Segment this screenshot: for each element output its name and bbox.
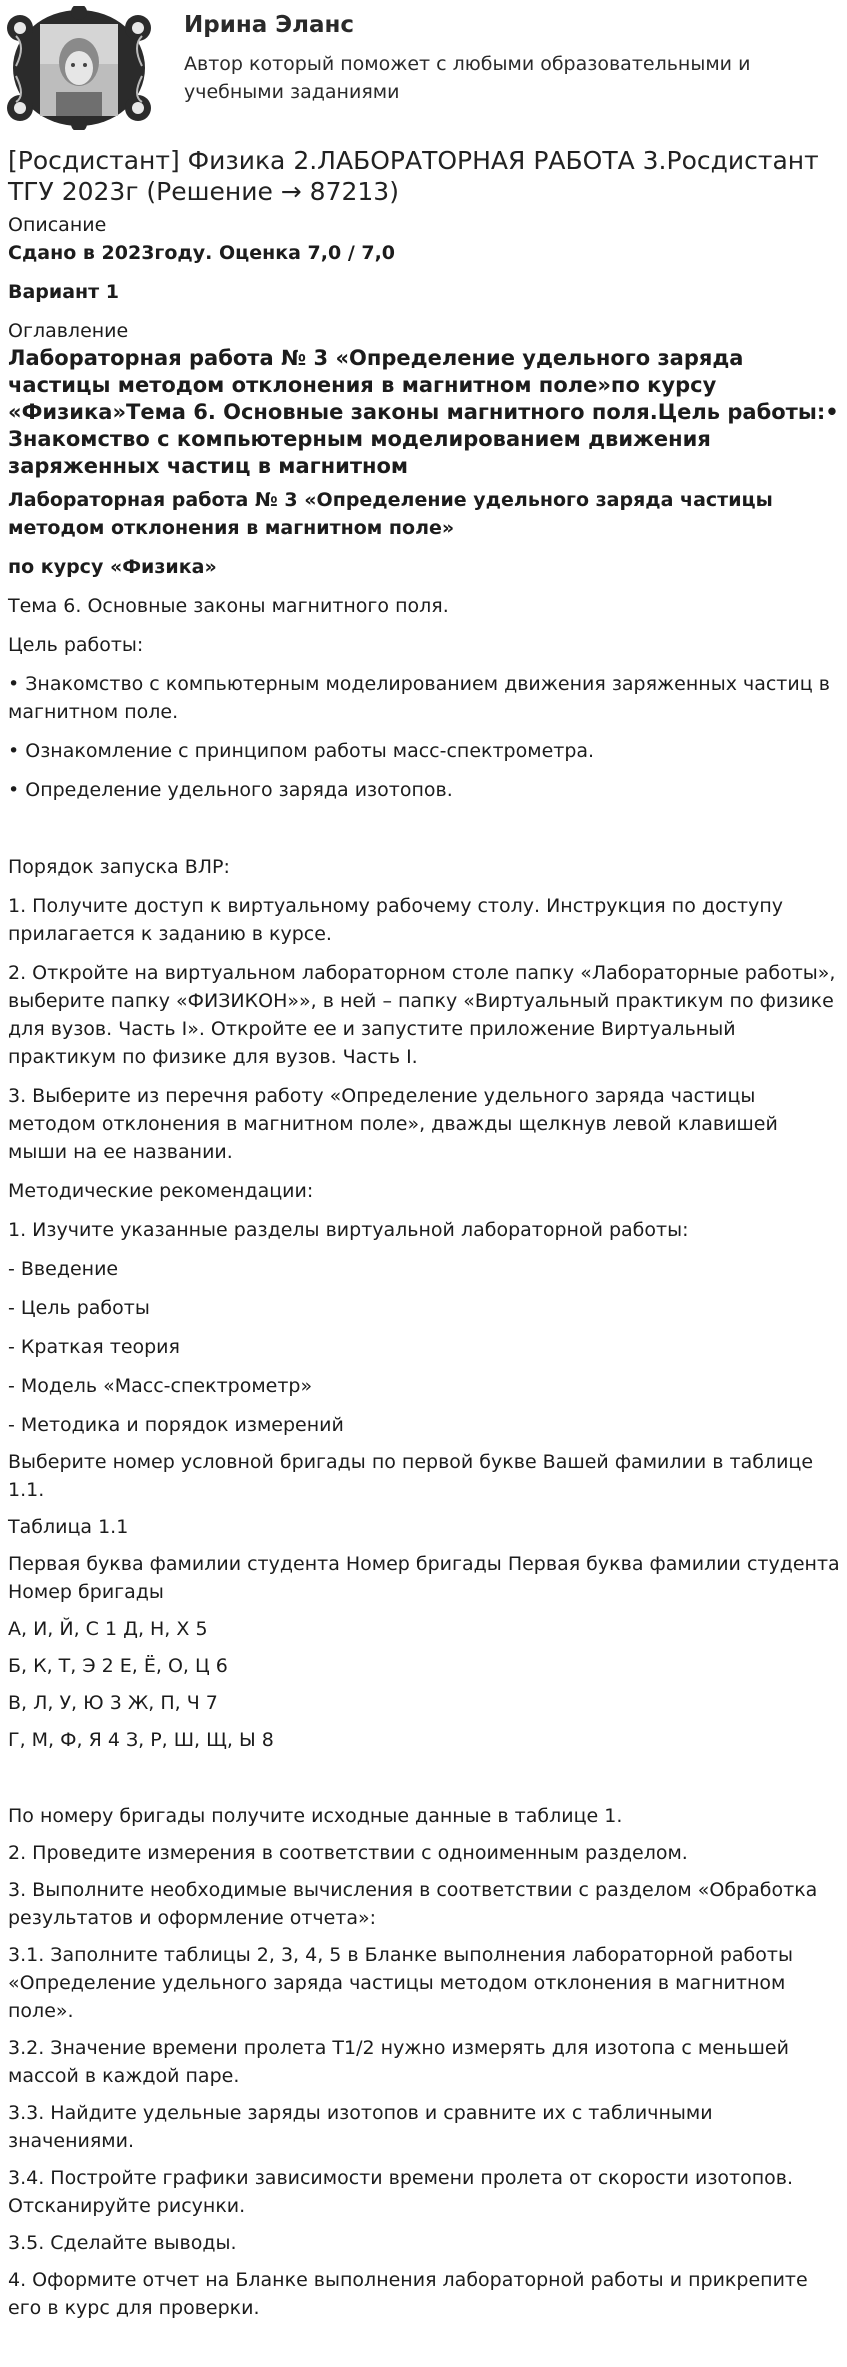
final-step: 4. Оформите отчет на Бланке выполнения лабораторной работы и прикрепите его в курс для проверки. <box>8 2269 808 2319</box>
author-name[interactable]: Ирина Эланс <box>184 12 355 38</box>
final-step: 3. Выполните необходимые вычисления в соответствии с разделом «Обработка результатов и оформление отчета»: <box>8 1879 818 1929</box>
launch-step: 1. Получите доступ к виртуальному рабочему столу. Инструкция по доступу прилагается к заданию в курсе. <box>8 895 784 945</box>
study-intro: 1. Изучите указанные разделы виртуальной лабораторной работы: <box>8 1219 689 1241</box>
final-step: 2. Проведите измерения в соответствии с одноименным разделом. <box>8 1842 688 1864</box>
author-description: Автор который поможет с любыми образовательными и учебными заданиями <box>184 53 751 103</box>
launch-step: 3. Выберите из перечня работу «Определение удельного заряда частицы методом отклонения в магнитном поле», дважды щелкнув левой клавишей мыши на ее названии. <box>8 1085 778 1163</box>
description-label: Описание <box>8 214 107 236</box>
launch-step: 2. Откройте на виртуальном лабораторном столе папку «Лабораторные работы», выберите папку «ФИЗИКОН»», в ней – папку «Виртуальный практикум по физике для вузов. Часть I». Откройте ее и запустите приложение Виртуальный практикум по физике для вузов. Часть I. <box>8 962 836 1068</box>
goal-label: Цель работы: <box>8 634 144 656</box>
page-title: [Росдистант] Физика 2.ЛАБОРАТОРНАЯ РАБОТА 3.Росдистант ТГУ 2023г (Решение → 87213) <box>8 146 819 206</box>
final-step: 3.4. Постройте графики зависимости времени пролета от скорости изотопов. Отсканируйте рисунки. <box>8 2167 794 2217</box>
toc-heading: Лабораторная работа № 3 «Определение удельного заряда частицы методом отклонения в магнитном поле»по курсу «Физика»Тема 6. Основные законы магнитного поля.Цель работы:• Знакомство с компьютерным моделированием движения заряженных частиц в магнитном <box>8 346 839 478</box>
choose-brigade-text: Выберите номер условной бригады по первой букве Вашей фамилии в таблице 1.1. <box>8 1451 814 1501</box>
final-step: По номеру бригады получите исходные данные в таблице 1. <box>8 1805 623 1827</box>
variant-text: Вариант 1 <box>8 281 120 303</box>
section-item: - Краткая теория <box>8 1336 180 1358</box>
main-content <box>8 145 840 2322</box>
avatar-image <box>6 6 152 130</box>
goal-item: • Знакомство с компьютерным моделированием движения заряженных частиц в магнитном поле. <box>8 673 830 723</box>
table-row: Б, К, Т, Э 2 Е, Ё, О, Ц 6 <box>8 1655 228 1677</box>
goal-item: • Определение удельного заряда изотопов. <box>8 779 453 801</box>
topic-text: Тема 6. Основные законы магнитного поля. <box>8 595 449 617</box>
course-text: по курсу «Физика» <box>8 556 217 578</box>
final-step: 3.3. Найдите удельные заряды изотопов и сравните их с табличными значениями. <box>8 2102 713 2152</box>
table-row: В, Л, У, Ю 3 Ж, П, Ч 7 <box>8 1692 218 1714</box>
table-row: А, И, Й, С 1 Д, Н, Х 5 <box>8 1618 208 1640</box>
author-header <box>0 0 847 130</box>
table-row: Г, М, Ф, Я 4 З, Р, Ш, Щ, Ы 8 <box>8 1729 274 1751</box>
method-label: Методические рекомендации: <box>8 1180 314 1202</box>
final-step: 3.1. Заполните таблицы 2, 3, 4, 5 в Бланке выполнения лабораторной работы «Определение удельного заряда частицы методом отклонения в магнитном поле». <box>8 1944 793 2022</box>
goal-item: • Ознакомление с принципом работы масс-спектрометра. <box>8 740 595 762</box>
section-item: - Введение <box>8 1258 119 1280</box>
table-header: Первая буква фамилии студента Номер бригады Первая буква фамилии студента Номер бригады <box>8 1553 840 1603</box>
section-item: - Модель «Масс-спектрометр» <box>8 1375 313 1397</box>
lab-title: Лабораторная работа № 3 «Определение удельного заряда частицы методом отклонения в магнитном поле» <box>8 489 773 539</box>
section-item: - Цель работы <box>8 1297 150 1319</box>
section-item: - Методика и порядок измерений <box>8 1414 344 1436</box>
status-text: Сдано в 2023году. Оценка 7,0 / 7,0 <box>8 242 396 264</box>
final-step: 3.5. Сделайте выводы. <box>8 2232 237 2254</box>
table-label: Таблица 1.1 <box>8 1516 129 1538</box>
author-avatar[interactable] <box>6 6 152 130</box>
toc-label: Оглавление <box>8 320 129 342</box>
launch-label: Порядок запуска ВЛР: <box>8 856 230 878</box>
final-step: 3.2. Значение времени пролета Т1/2 нужно измерять для изотопа с меньшей массой в каждой паре. <box>8 2037 789 2087</box>
